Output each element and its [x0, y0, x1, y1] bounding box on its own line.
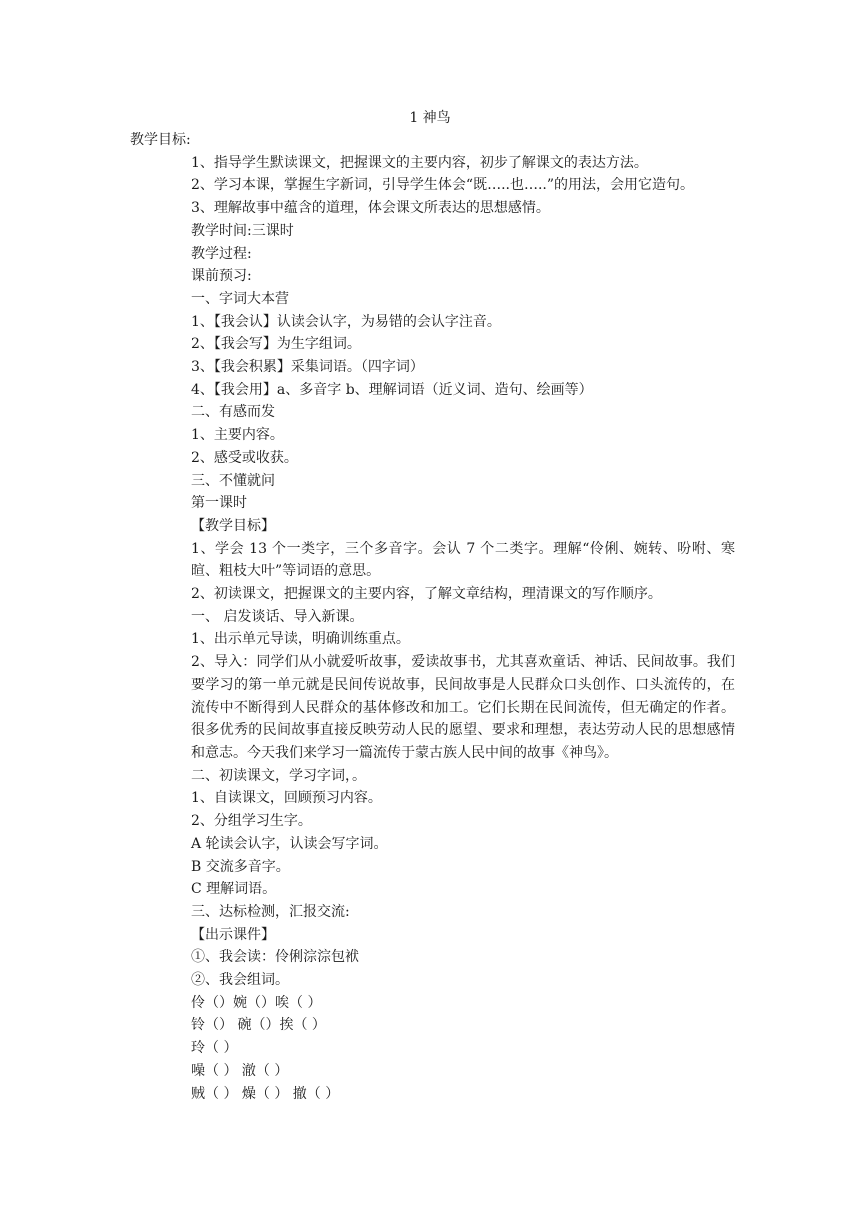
section-heading: 三、不懂就问: [191, 472, 275, 489]
introduction-paragraph: 2、导入：同学们从小就爱听故事，爱读故事书，尤其喜欢童话、神话、民间故事。我们要学习的第一单元就是民间传说故事，民间故事是人民群众口头创作、口头流传的，在流传中不断得到人民群众的基体修改和加工。它们长期在民间流传，但无确定的作者。很多优秀的民间故事直接反映劳动人民的愿望、要求和理想，表达劳动人民的思想感情和意志。今天我们来学习一篇流传于蒙古族人民中间的故事《神鸟》。: [191, 654, 735, 761]
word-exercise-row: 贼（ ） 燥（ ） 撤（ ）: [191, 1085, 340, 1102]
list-item: 1、主要内容。: [191, 427, 284, 444]
preview-item: 2、【我会写】为生字组词。: [191, 336, 361, 353]
step-heading: 二、初读课文，学习字词，。: [191, 767, 366, 784]
word-exercise-row: 噪（ ） 澈（ ）: [191, 1062, 289, 1079]
step-heading: 三、达标检测，汇报交流:: [191, 903, 350, 920]
word-exercise-row: 铃（） 碗（）挨（ ）: [191, 1017, 326, 1034]
step-item: 1、自读课文，回顾预习内容。: [191, 790, 382, 807]
objective-3: 3、理解故事中蕴含的道理，体会课文所表达的思想感情。: [191, 200, 550, 217]
step-item: 2、分组学习生字。: [191, 813, 312, 830]
objective-1: 1、指导学生默读课文，把握课文的主要内容，初步了解课文的表达方法。: [191, 154, 648, 171]
objective-2: 2、学习本课，掌握生字新词，引导学生体会“既…..也…..”的用法，会用它造句。: [191, 177, 695, 194]
teaching-objectives-heading: 【教学目标】: [191, 517, 275, 534]
document-body: [130, 129, 735, 1105]
lesson-objective-2: 2、初读课文，把握课文的主要内容，了解文章结构，理清课文的写作顺序。: [191, 586, 662, 603]
sub-item: B 交流多音字。: [191, 858, 290, 875]
preview-item: 1、【我会认】认读会认字，为易错的会认字注音。: [191, 313, 501, 330]
objectives-heading: 教学目标:: [130, 132, 191, 148]
preview-heading: 课前预习:: [191, 268, 252, 285]
preview-item: 4、【我会用】a、多音字 b、理解词语（近义词、造句、绘画等）: [191, 381, 593, 398]
lesson-period-heading: 第一课时: [191, 495, 247, 512]
word-exercise-row: 玲（ ）: [191, 1040, 238, 1057]
exercise-item: ②、我会组词。: [191, 972, 289, 989]
step-heading: 一、 启发谈话、导入新课。: [191, 608, 364, 625]
lesson-title: 1 神鸟: [409, 110, 451, 126]
preview-item: 3、【我会积累】采集词语。（四字词）: [191, 359, 424, 376]
sub-item: C 理解词语。: [191, 881, 277, 898]
teaching-time: 教学时间:三课时: [191, 222, 294, 239]
sub-item: A 轮读会认字，认读会写字词。: [191, 835, 388, 852]
courseware-heading: 【出示课件】: [191, 926, 275, 943]
word-exercise-row: 伶（）婉（）唉（ ）: [191, 994, 322, 1011]
section-heading: 二、有感而发: [191, 404, 275, 421]
exercise-item: ①、我会读：伶俐淙淙包袱: [191, 949, 359, 966]
step-item: 1、出示单元导读，明确训练重点。: [191, 631, 410, 648]
teaching-process-heading: 教学过程:: [191, 245, 252, 262]
list-item: 2、感受或收获。: [191, 449, 298, 466]
lesson-objective-1: 1、学会 13 个一类字，三个多音字。会认 7 个二类字。理解“伶俐、婉转、吩咐、寒暄、粗枝大叶”等词语的意思。: [191, 540, 735, 580]
section-heading: 一、字词大本营: [191, 290, 289, 307]
